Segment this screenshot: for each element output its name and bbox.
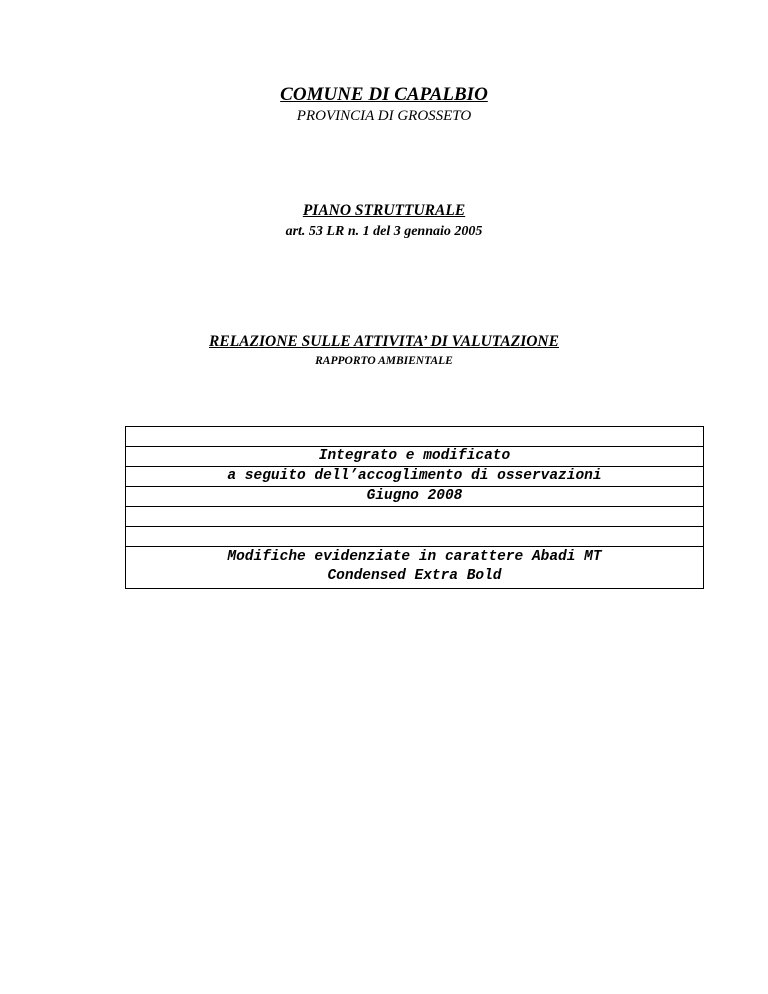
table-cell-empty [126,507,704,527]
provincia-subtitle: PROVINCIA DI GROSSETO [296,108,472,124]
piano-title: PIANO STRUTTURALE [302,202,466,219]
date-text: Giugno 2008 [366,488,463,504]
table-row [126,427,704,447]
table-row [126,527,704,547]
piano-law-reference: art. 53 LR n. 1 del 3 gennaio 2005 [285,224,483,239]
modifiche-note-line1: Modifiche evidenziate in carattere Abadi MT [227,549,602,565]
table-cell-empty [126,427,704,447]
comune-title: COMUNE DI CAPALBIO [280,84,488,105]
table-cell-empty [126,527,704,547]
relazione-title: RELAZIONE SULLE ATTIVITA’ DI VALUTAZIONE [209,333,559,350]
table-row [126,507,704,527]
info-table [125,426,704,589]
table-cell-integrato [126,447,704,467]
table-cell-osservazioni [126,467,704,487]
table-cell-date [126,487,704,507]
table-cell-modifiche-note [126,547,704,589]
table-row [126,447,704,467]
modifiche-note-line2: Condensed Extra Bold [327,568,502,584]
table-row [126,547,704,589]
table-row [126,467,704,487]
rapporto-subtitle: RAPPORTO AMBIENTALE [315,355,453,367]
integrato-text: Integrato e modificato [318,448,511,464]
table-row [126,487,704,507]
osservazioni-text: a seguito dell’accoglimento di osservazioni [227,468,602,484]
